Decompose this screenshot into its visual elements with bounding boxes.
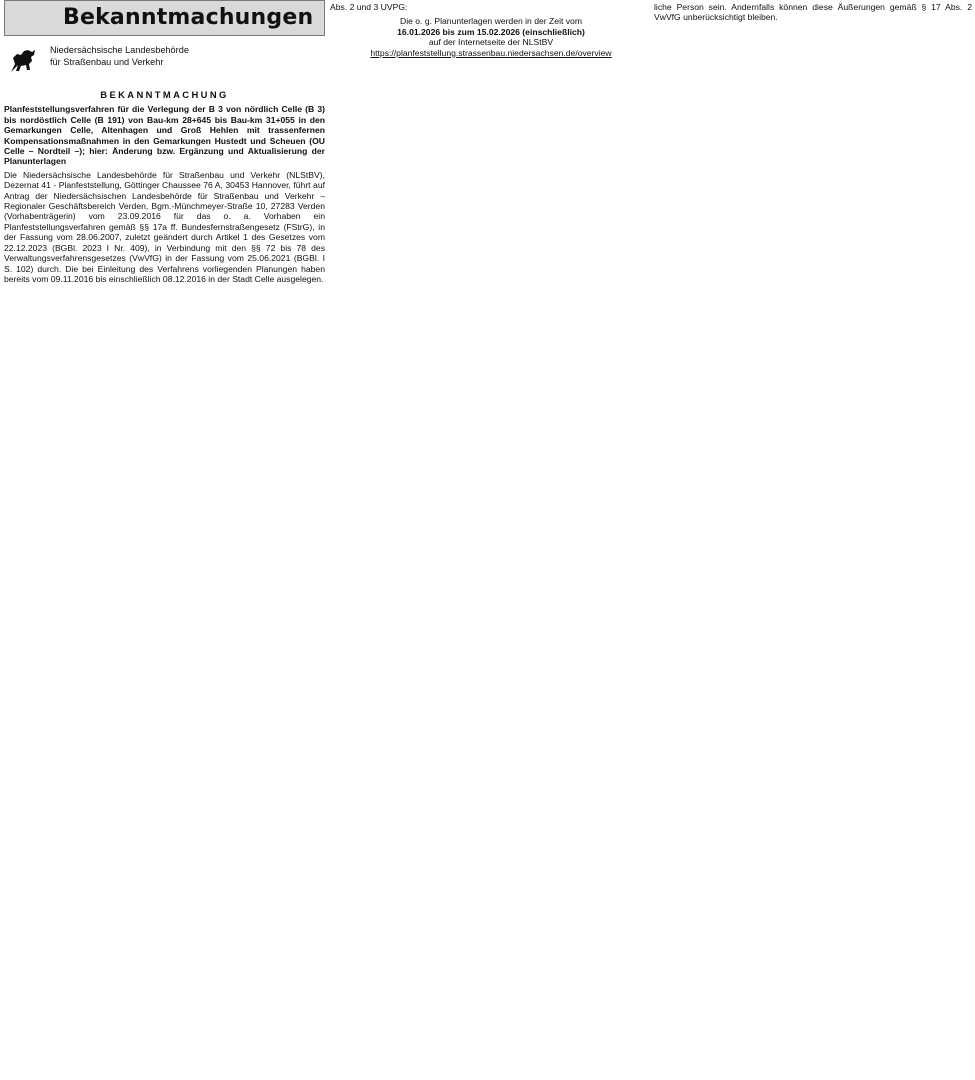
inspection-period: 16.01.2026 bis zum 15.02.2026 (einschließlich) bbox=[397, 26, 585, 37]
section-header bbox=[4, 0, 325, 36]
authority-name-line2: für Straßenbau und Verkehr bbox=[50, 57, 164, 67]
period-intro: Die o. g. Planunterlagen werden in der Zeit vom bbox=[399, 16, 582, 27]
column-right bbox=[654, 2, 972, 1078]
inspection-period-block bbox=[330, 16, 652, 58]
niedersachsen-horse-icon bbox=[8, 46, 38, 76]
period-where: auf der Internetseite der NLStBV bbox=[428, 37, 554, 48]
col1-paragraph-1: Die Niedersächsische Landesbehörde für Straßenbau und Verkehr (NLStBV), Dezernat 41 - Planfeststellung, Göttinger Chaussee 76 A, 30453 Hannover, führt auf Antrag der Niedersächsischen Landesbehörde für Straßenbau und Verkehr – Regionaler Geschäftsbereich Verden, Bgm.-Münchmeyer-Straße 10, 27283 Verden (Vorhabenträgerin) vom 23.09.2016 für das o. a. Vorhaben ein Planfeststellungsverfahren gemäß §§ 17a ff. Bundesfernstraßengesetz (FStrG), in der Fassung vom 28.06.2007, zuletzt geändert durch Artikel 1 des Gesetzes vom 22.12.2023 (BGBl. 2023 I Nr. 409), in Verbindung mit den §§ 72 bis 78 des Verwaltungsverfahrensgesetzes (VwVfG) in der Fassung vom 25.06.2021 (BGBl. I S. 102) durch. Die bei Einleitung des Verfahrens vorliegenden Planungen haben bereits vom 09.11.2016 bis einschließlich 08.12.2016 in der Stadt Celle ausgelegen. bbox=[4, 169, 325, 284]
authority-block bbox=[4, 44, 325, 76]
section-header-title: Bekanntmachungen bbox=[63, 4, 314, 30]
col3-paragraph-1: liche Person sein. Andernfalls können diese Äußerungen gemäß § 17 Abs. 2 VwVfG unberücksichtigt bleiben. bbox=[654, 2, 972, 23]
col2-intro: Abs. 2 und 3 UVPG: bbox=[330, 2, 408, 12]
overview-link[interactable]: https://planfeststellung.strassenbau.niedersachsen.de/overview bbox=[370, 47, 612, 58]
notice-title: BEKANNTMACHUNG bbox=[100, 89, 229, 100]
column-middle bbox=[330, 2, 652, 1078]
authority-name-line1: Niedersächsische Landesbehörde bbox=[50, 45, 189, 55]
column-left bbox=[4, 0, 325, 1076]
project-heading: Planfeststellungsverfahren für die Verlegung der B 3 von nördlich Celle (B 3) bis nordöstlich Celle (B 191) von Bau-km 28+645 bis Bau-km 31+055 in den Gemarkungen Celle, Altenhagen und Groß Hehlen mit trassenfernen Kompensationsmaßnahmen in den Gemarkungen Hustedt und Scheuen (OU Celle – Nordteil –); hier: Änderung bzw. Ergänzung und Aktualisierung der Planunterlagen bbox=[4, 104, 325, 167]
